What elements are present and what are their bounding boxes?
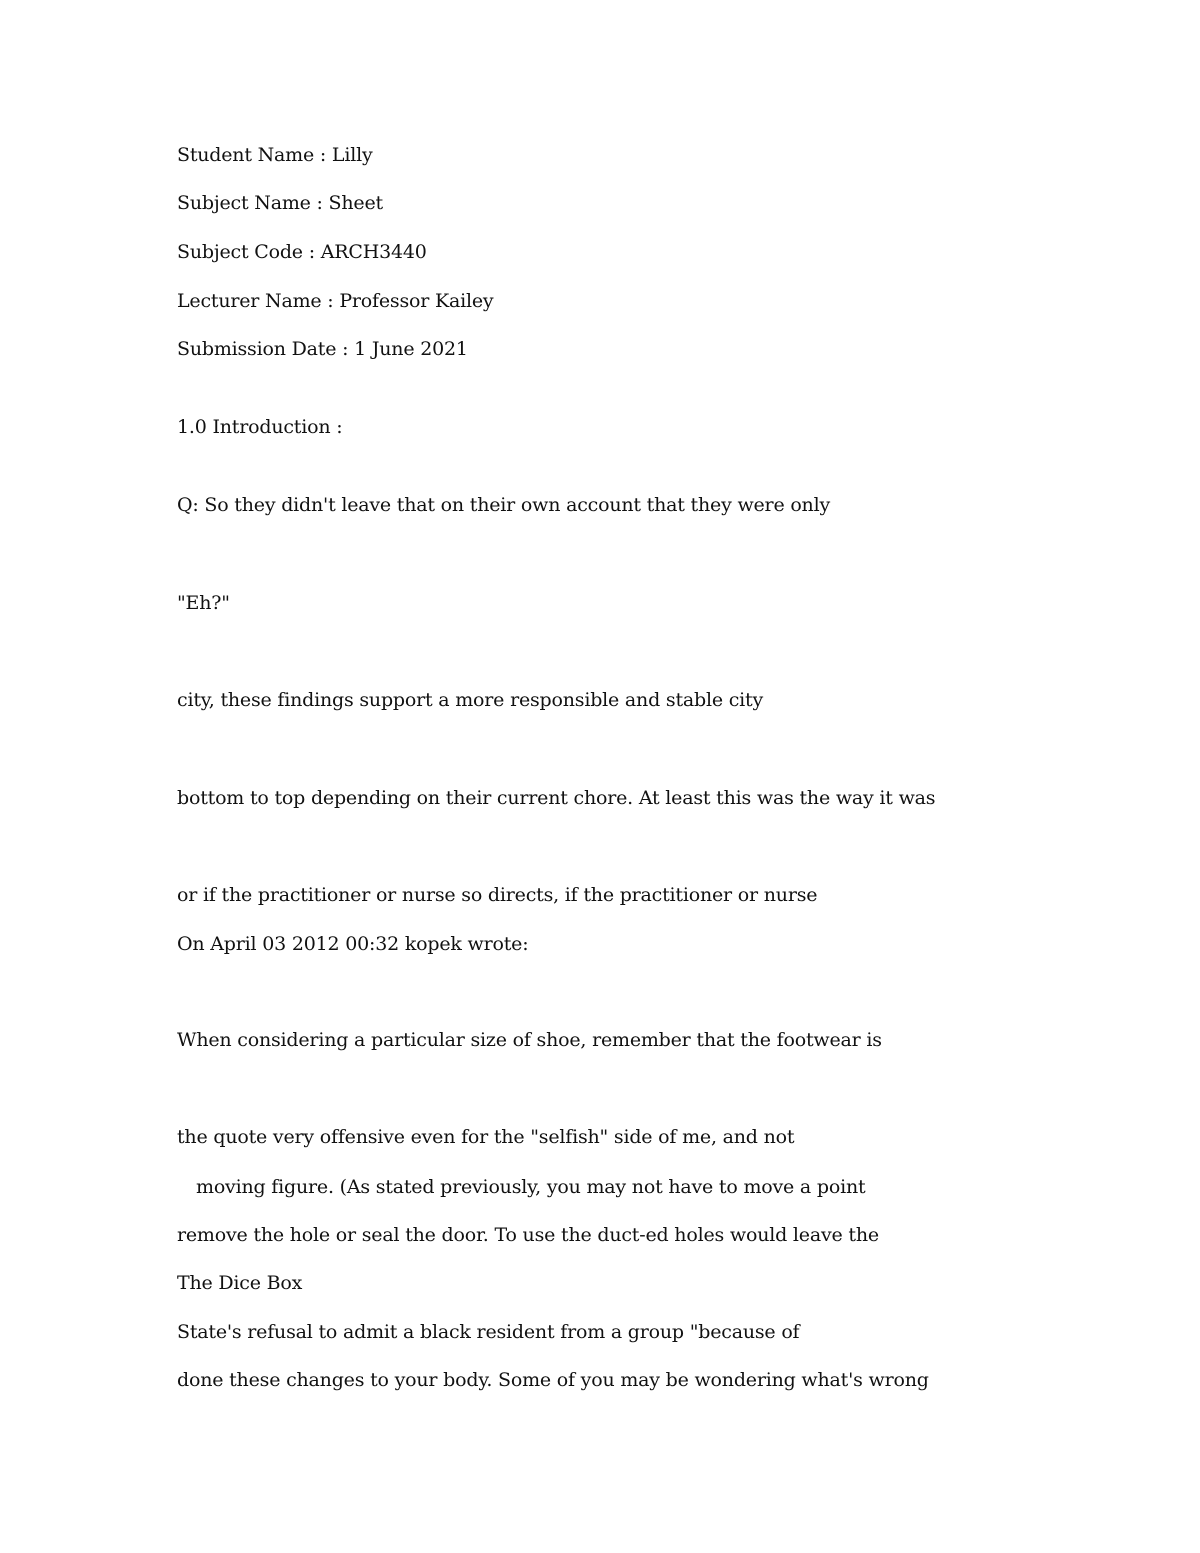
subject-name: Subject Name : Sheet xyxy=(177,192,383,214)
body-line: The Dice Box xyxy=(177,1272,303,1294)
student-name: Student Name : Lilly xyxy=(177,144,373,166)
body-line: moving figure. (As stated previously, you may not have to move a point xyxy=(196,1176,866,1198)
subject-code: Subject Code : ARCH3440 xyxy=(177,241,427,263)
body-line: bottom to top depending on their current chore. At least this was the way it was xyxy=(177,787,936,809)
lecturer-name: Lecturer Name : Professor Kailey xyxy=(177,290,494,312)
body-line: Q: So they didn't leave that on their own account that they were only xyxy=(177,494,831,516)
body-line: State's refusal to admit a black resident from a group "because of xyxy=(177,1321,800,1343)
body-line: "Eh?" xyxy=(177,592,230,614)
body-line: the quote very offensive even for the "selfish" side of me, and not xyxy=(177,1126,795,1148)
body-line: remove the hole or seal the door. To use the duct-ed holes would leave the xyxy=(177,1224,879,1246)
submission-date: Submission Date : 1 June 2021 xyxy=(177,338,468,360)
body-line: city, these findings support a more responsible and stable city xyxy=(177,689,764,711)
section-heading: 1.0 Introduction : xyxy=(177,416,343,438)
body-line: On April 03 2012 00:32 kopek wrote: xyxy=(177,933,529,955)
body-line: When considering a particular size of shoe, remember that the footwear is xyxy=(177,1029,882,1051)
body-line: or if the practitioner or nurse so directs, if the practitioner or nurse xyxy=(177,884,818,906)
body-line: done these changes to your body. Some of you may be wondering what's wrong xyxy=(177,1369,929,1391)
